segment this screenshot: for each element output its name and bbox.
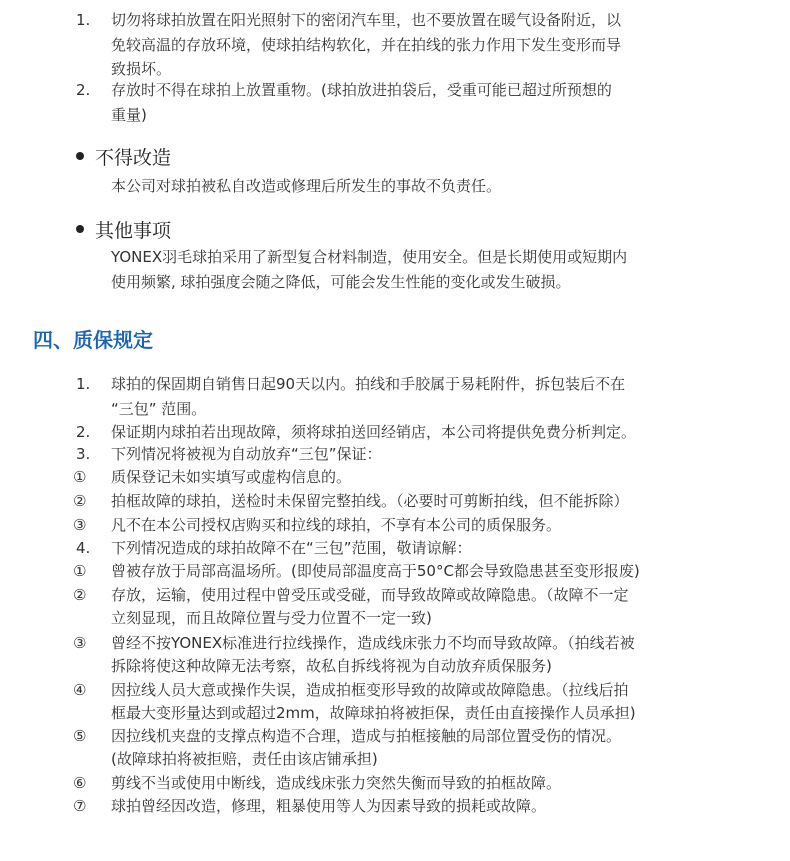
item-text: 立刻显现，而且故障位置与受力位置不一定一致): [111, 609, 432, 627]
item-number: 1.: [76, 11, 91, 29]
other-matters-title: 其他事项: [95, 220, 172, 242]
item-text: (故障球拍将被拒赔，责任由该店铺承担): [111, 750, 378, 768]
item-number: ①: [73, 468, 87, 486]
bullet-icon: [76, 225, 84, 233]
item-text: 凡不在本公司授权店购买和拉线的球拍，不享有本公司的质保服务。: [111, 516, 562, 534]
item-text: 切勿将球拍放置在阳光照射下的密闭汽车里，也不要放置在暖气设备附近，以: [111, 11, 622, 29]
item-number: ②: [73, 492, 87, 510]
item-text: 下列情况将被视为自动放弃“三包”保证：: [111, 445, 382, 463]
item-text: 因拉线人员大意或操作失误，造成拍框变形导致的故障或故障隐患。（拉线后拍: [111, 681, 629, 699]
item-text: 致损坏。: [111, 60, 172, 78]
section-title: 四、质保规定: [33, 328, 153, 352]
other-matters-line: YONEX羽毛球拍采用了新型复合材料制造，使用安全。但是长期使用或短期内: [111, 248, 628, 266]
item-number: ②: [73, 586, 87, 604]
item-text: 存放，运输，使用过程中曾受压或受碰，而导致故障或故障隐患。（故障不一定: [111, 586, 629, 604]
no-modification-body: 本公司对球拍被私自改造或修理后所发生的事故不负责任。: [111, 177, 502, 195]
item-number: ⑦: [73, 797, 87, 815]
item-text: 拍框故障的球拍，送检时未保留完整拍线。（必要时可剪断拍线，但不能拆除）: [111, 492, 629, 510]
item-number: ⑥: [73, 774, 87, 792]
item-text: 质保登记未如实填写或虚构信息的。: [111, 468, 352, 486]
item-number: 3.: [76, 445, 91, 463]
item-text: 重量): [111, 106, 147, 124]
other-matters-line: 使用频繁, 球拍强度会随之降低，可能会发生性能的变化或发生破损。: [111, 273, 571, 291]
item-text: 因拉线机夹盘的支撑点构造不合理，造成与拍框接触的局部位置受伤的情况。: [111, 727, 622, 745]
item-text: 球拍曾经因改造，修理，粗暴使用等人为因素导致的损耗或故障。: [111, 797, 547, 815]
item-text: 存放时不得在球拍上放置重物。(球拍放进拍袋后，受重可能已超过所预想的: [111, 81, 612, 99]
item-number: 4.: [76, 539, 91, 557]
no-modification-title: 不得改造: [95, 147, 172, 169]
item-number: ③: [73, 516, 87, 534]
item-number: ③: [73, 634, 87, 652]
item-text: “三包” 范围。: [111, 400, 207, 418]
bullet-icon: [76, 152, 84, 160]
item-number: 2.: [76, 423, 91, 441]
item-text: 框最大变形量达到或超过2mm，故障球拍将被拒保，责任由直接操作人员承担): [111, 704, 636, 722]
item-text: 曾经不按YONEX标准进行拉线操作，造成线床张力不均而导致故障。（拍线若被: [111, 634, 635, 652]
item-number: 2.: [76, 81, 91, 99]
item-number: ⑤: [73, 727, 87, 745]
item-text: 曾被存放于局部高温场所。(即使局部温度高于50°C都会导致隐患甚至变形报废): [111, 562, 640, 580]
item-text: 保证期内球拍若出现故障，须将球拍送回经销店，本公司将提供免费分析判定。: [111, 423, 637, 441]
item-text: 免较高温的存放环境，使球拍结构软化，并在拍线的张力作用下发生变形而导: [111, 36, 622, 54]
item-text: 下列情况造成的球拍故障不在“三包”范围，敬请谅解：: [111, 539, 472, 557]
item-number: 1.: [76, 375, 91, 393]
item-text: 球拍的保固期自销售日起90天以内。拍线和手胶属于易耗附件，拆包装后不在: [111, 375, 626, 393]
item-number: ①: [73, 562, 87, 580]
item-number: ④: [73, 681, 87, 699]
item-text: 剪线不当或使用中断线，造成线床张力突然失衡而导致的拍框故障。: [111, 774, 562, 792]
item-text: 拆除将使这种故障无法考察，故私自拆线将视为自动放弃质保服务): [111, 657, 552, 675]
